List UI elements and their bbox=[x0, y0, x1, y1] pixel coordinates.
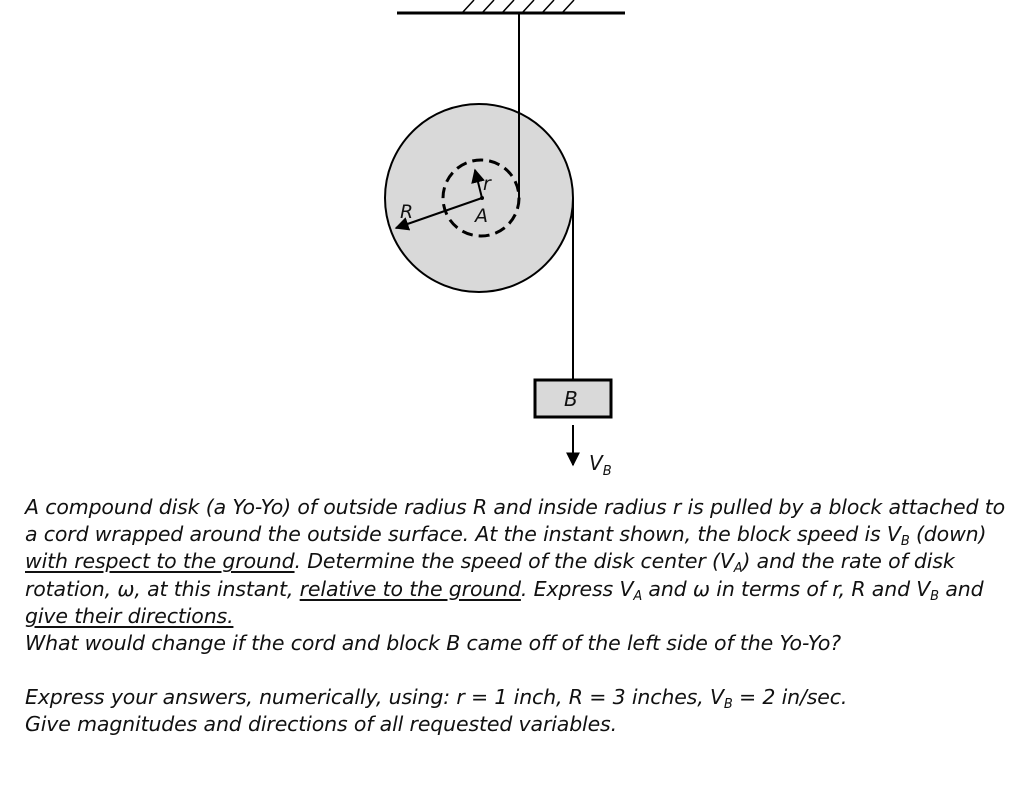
problem-paragraph-3: Express your answers, numerically, using: r = 1 inch, R = 3 inches, $V_B = 2$ in/sec. bbox=[25, 685, 848, 713]
label-VB: $V_B$ bbox=[589, 451, 612, 479]
label-r: r bbox=[483, 173, 491, 195]
label-A: A bbox=[475, 205, 488, 227]
problem-statement bbox=[25, 494, 1010, 739]
problem-paragraph-4: Give magnitudes and directions of all requested variables. bbox=[25, 712, 617, 737]
problem-paragraph-1: A compound disk (a Yo-Yo) of outside radius R and inside radius r is pulled by a block attached to a cord wrapped around the outside surface. At the instant shown, the block speed is $V_B$ (down) with respect to the ground. Determine the speed of the disk center $(V_A)$ and the rate of disk rotation, ω, at this instant, relative to the ground. Express $V_A$ and ω in terms of r, R and $V_B$ and give their directions. bbox=[25, 495, 1005, 628]
spacer bbox=[25, 657, 1010, 684]
ceiling-support bbox=[397, 0, 625, 13]
center-point-A bbox=[480, 196, 484, 200]
label-B: B bbox=[564, 387, 578, 411]
problem-paragraph-2: What would change if the cord and block B came off of the left side of the Yo-Yo? bbox=[25, 631, 841, 656]
label-R: R bbox=[400, 201, 414, 223]
